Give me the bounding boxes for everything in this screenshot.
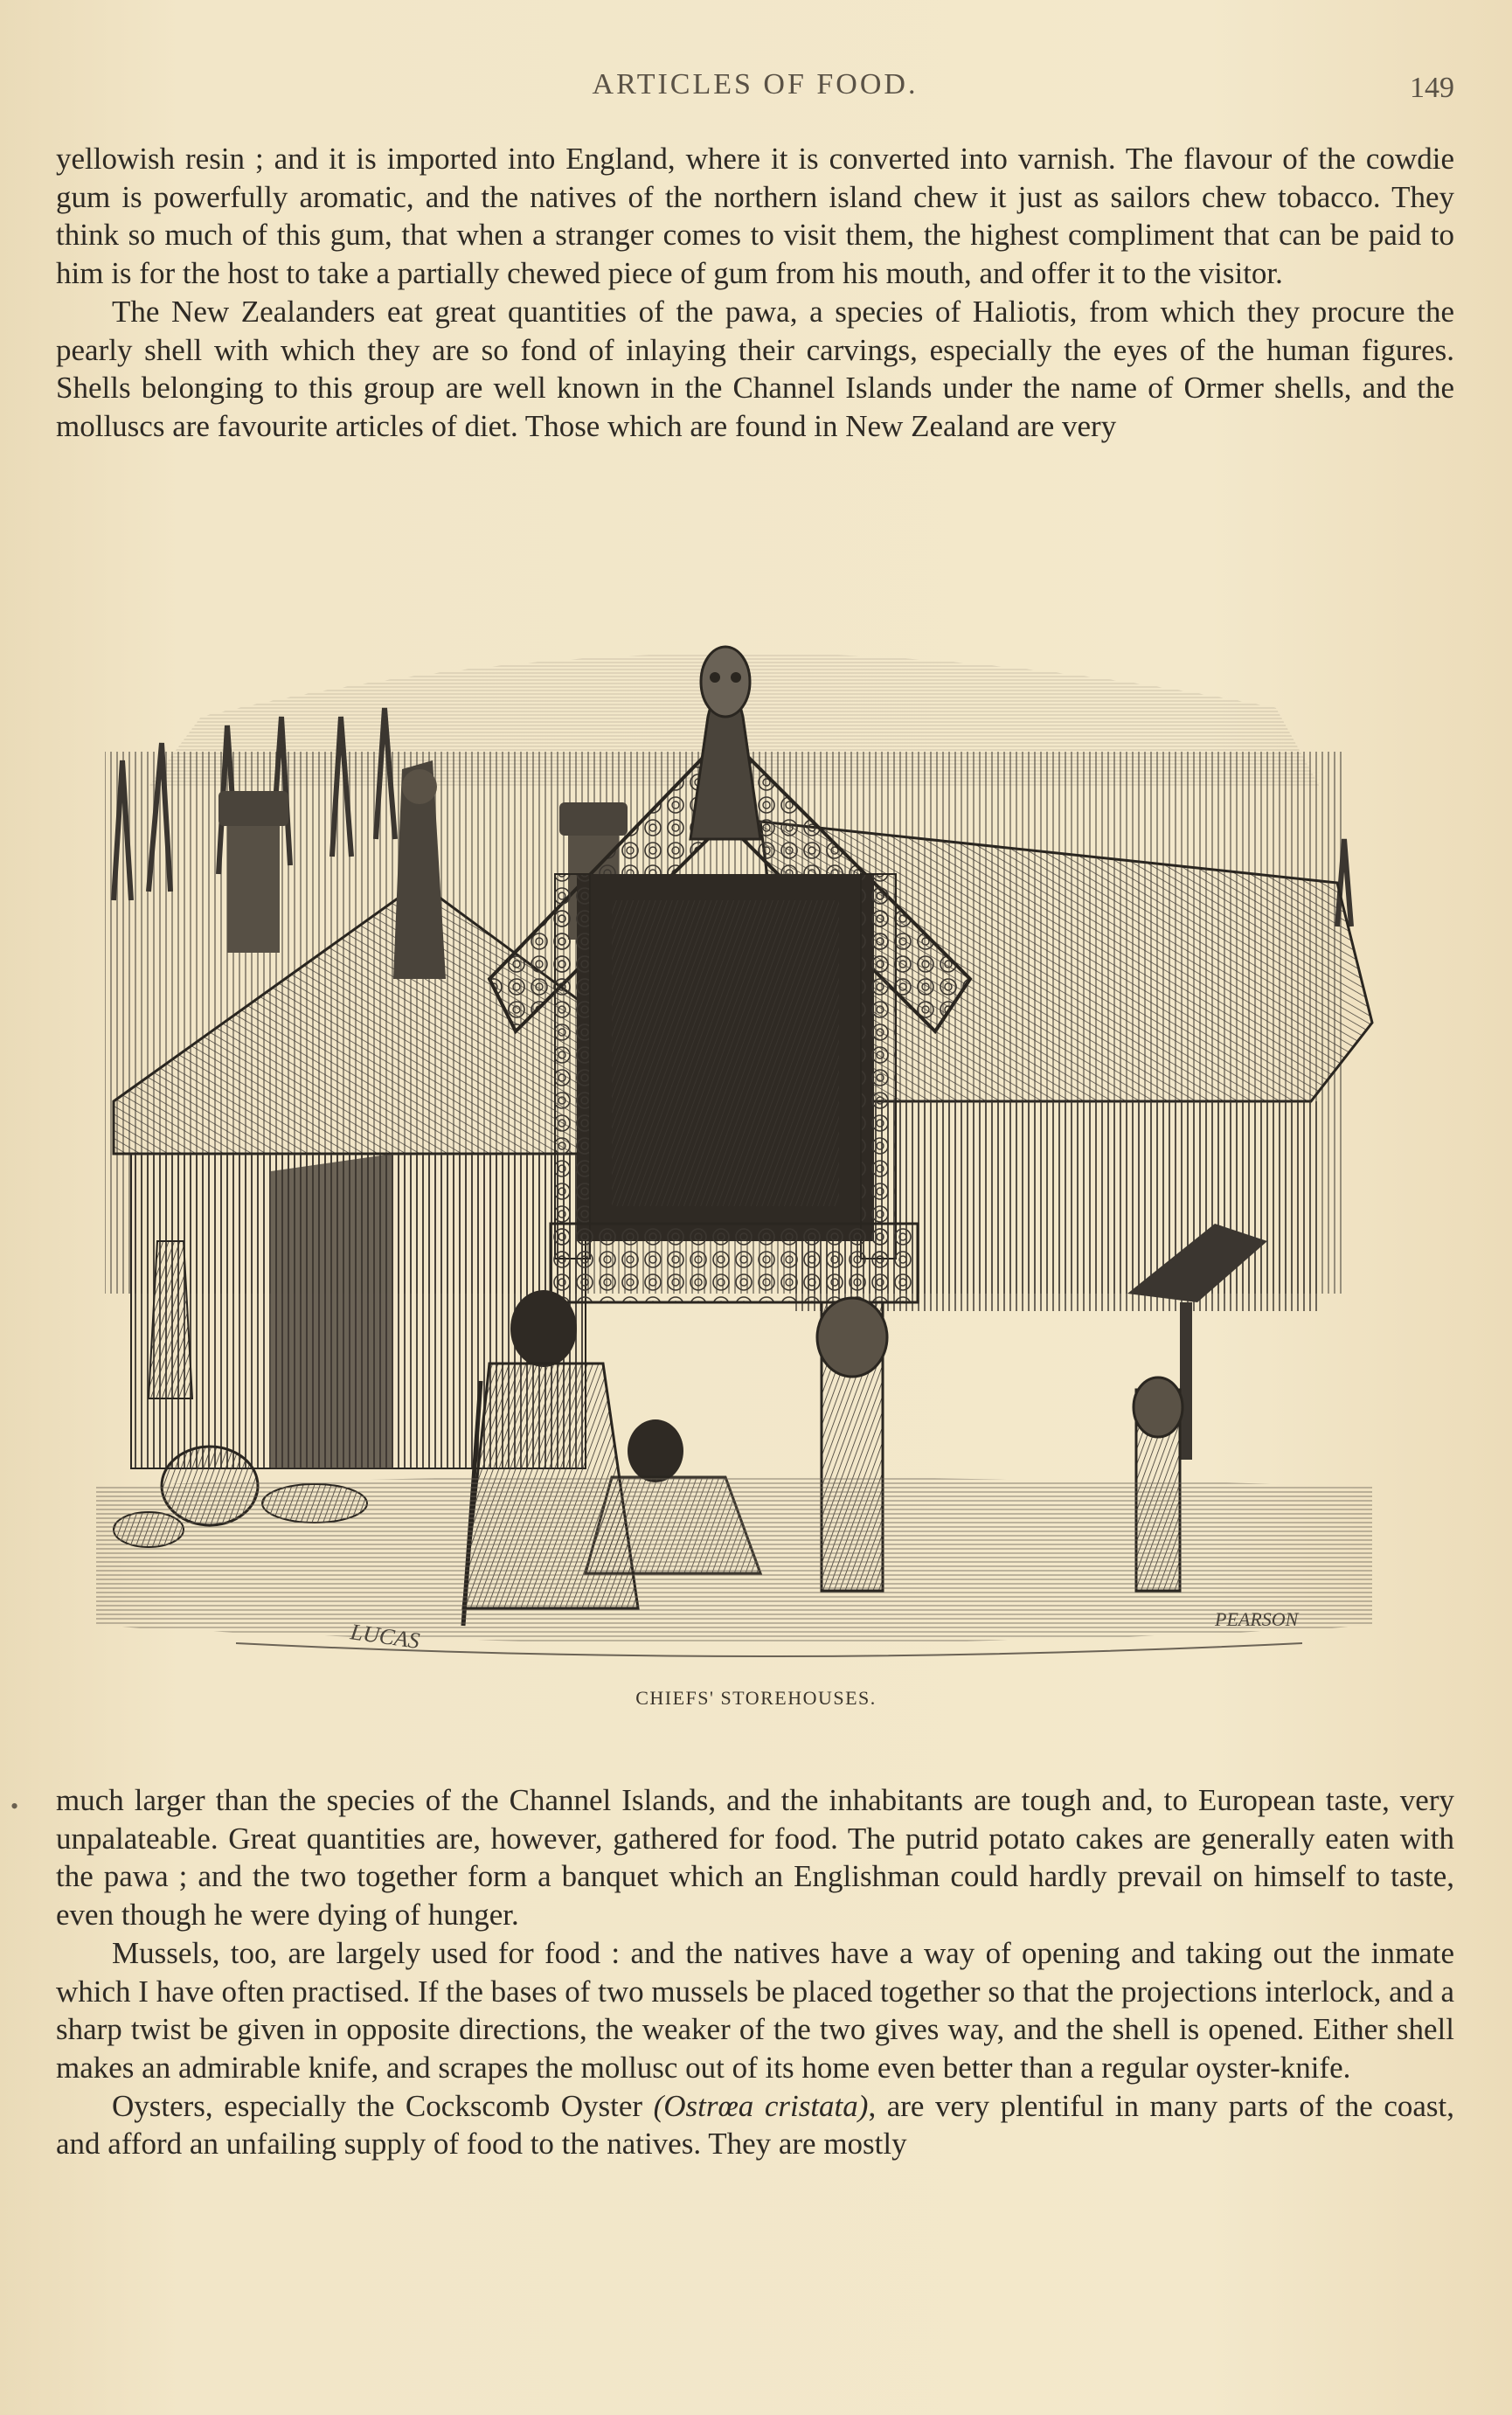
engraving-image xyxy=(96,612,1416,1678)
engraver-signature-right: PEARSON xyxy=(1215,1608,1299,1630)
figure-caption: CHIEFS' STOREHOUSES. xyxy=(635,1687,877,1709)
species-name: (Ostrœa cristata) xyxy=(653,2088,869,2123)
page-number: 149 xyxy=(1410,72,1454,104)
paragraph: yellowish resin ; and it is imported into England, where it is converted into varnish. The flavour of the cowdie gum is powerfully aromatic, and the natives of the northern island chew it just as sailors chew tobacco. They think so much of this gum, that when a stranger comes to visit them, the highest compliment that can be paid to him is for the host to take a partially chewed piece of gum from his mouth, and offer it to the visitor. xyxy=(56,142,1454,291)
top-text-block xyxy=(56,140,1454,446)
paragraph-text: Oysters, especially the Cockscomb Oyster xyxy=(112,2088,654,2123)
illustration-chiefs-storehouses xyxy=(96,612,1416,1678)
ground xyxy=(96,1477,1372,1656)
paragraph xyxy=(56,2087,1454,2163)
paragraph: much larger than the species of the Channel Islands, and the inhabitants are tough and, to European taste, very unpalateable. Great quantities are, however, gathered for food. The putrid potato cakes are generally eaten with the pawa ; and the two together form a banquet which an Englishman could hardly prevail on himself to taste, even though he were dying of hunger. xyxy=(56,1783,1454,1933)
paragraph: The New Zealanders eat great quantities of the pawa, a species of Haliotis, from which they procure the pearly shell with which they are so fond of inlaying their carvings, especially the eyes of the human figures. Shells belonging to this group are well known in the Channel Islands under the name of Ormer shells, and the molluscs are favourite articles of diet. Those which are found in New Zealand are very xyxy=(56,294,1454,443)
bottom-text-block xyxy=(56,1781,1454,2163)
running-head xyxy=(56,68,1454,112)
paragraph-text: , are very plentiful in many parts of the coast, and afford an unfailing supply of food to the natives. They are mostly xyxy=(56,2088,1454,2162)
margin-mark: • xyxy=(10,1794,19,1819)
running-head-title: ARTICLES OF FOOD. xyxy=(592,68,919,101)
engraver-signature-left: LUCAS xyxy=(349,1619,421,1655)
paragraph: Mussels, too, are largely used for food : and the natives have a way of opening and taking out the inmate which I have often practised. If the bases of two mussels be placed together so that the projections interlock, and a sharp twist be given in opposite directions, the weaker of the two gives way, and the shell is opened. Either shell makes an admirable knife, and scrapes the mollusc out of its home even better than a regular oyster-knife. xyxy=(56,1935,1454,2085)
